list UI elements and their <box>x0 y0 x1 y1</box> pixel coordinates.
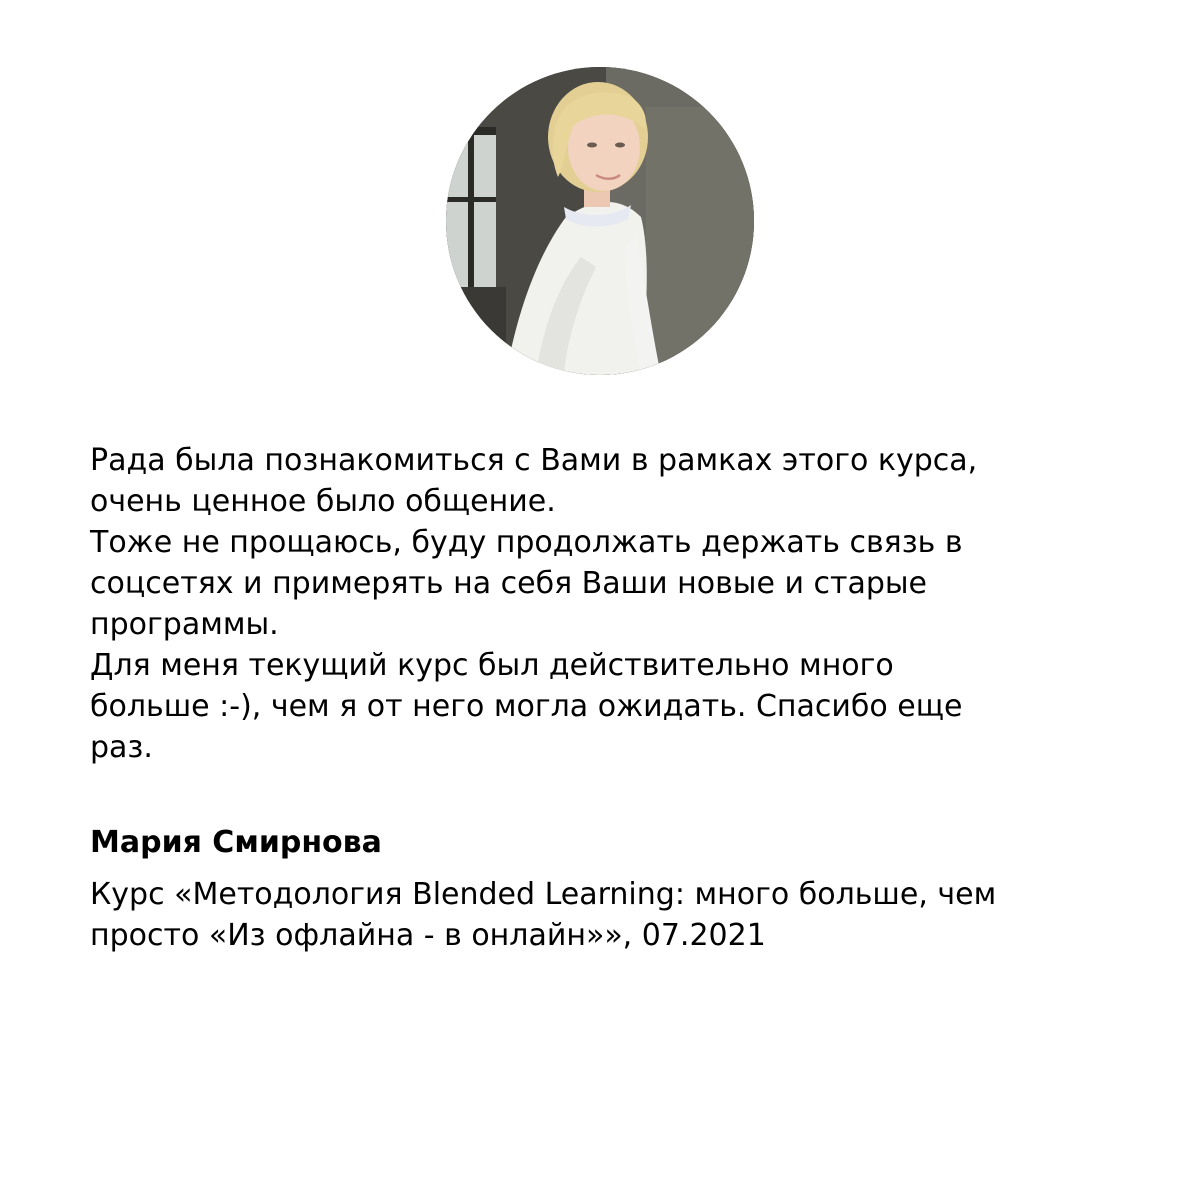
testimonial-line: больше :-), чем я от него могла ожидать. Спасибо еще <box>90 689 963 724</box>
testimonial-line: соцсетях и примерять на себя Ваши новые и старые <box>90 566 928 601</box>
testimonial-line: Для меня текущий курс был действительно много <box>90 648 894 683</box>
course-line: Курс «Методология Blended Learning: много больше, чем <box>90 877 997 912</box>
testimonial-line: очень ценное было общение. <box>90 484 556 519</box>
portrait-photo-icon <box>446 67 754 375</box>
testimonial-text <box>90 440 1120 768</box>
author-avatar <box>446 67 754 375</box>
author-name: Мария Смирнова <box>90 825 382 860</box>
testimonial-line: Тоже не прощаюсь, буду продолжать держать связь в <box>90 525 963 560</box>
testimonial-line: раз. <box>90 730 153 765</box>
testimonial-line: программы. <box>90 607 279 642</box>
testimonial-line: Рада была познакомиться с Вами в рамках этого курса, <box>90 443 978 478</box>
course-info <box>90 874 1150 956</box>
course-line: просто «Из офлайна - в онлайн»», 07.2021 <box>90 918 766 953</box>
